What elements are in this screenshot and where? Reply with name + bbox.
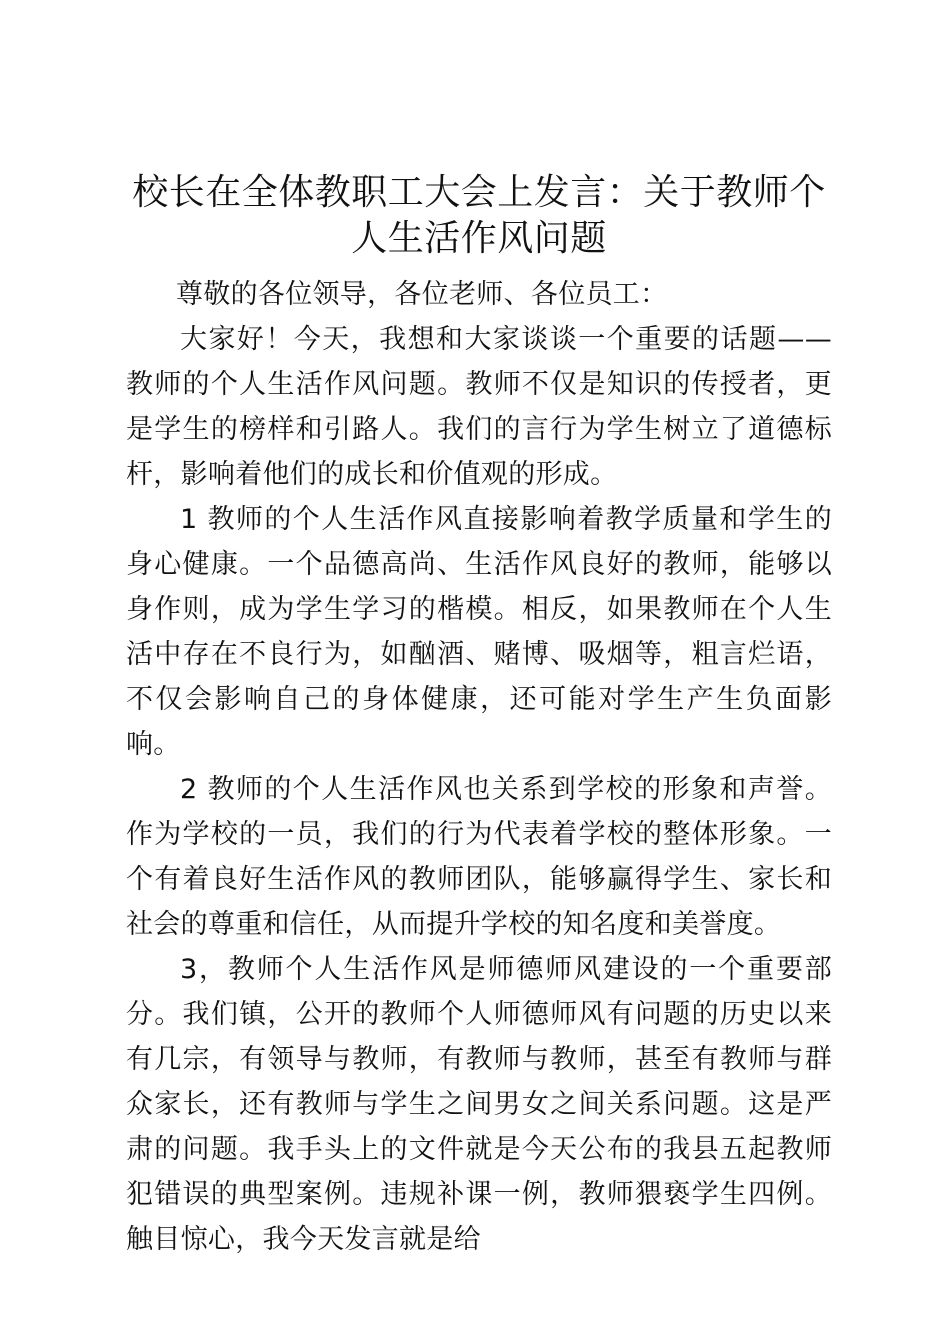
document-page <box>126 170 832 1262</box>
document-body <box>126 272 832 1262</box>
paragraph-greeting: 大家好！今天，我想和大家谈谈一个重要的话题——教师的个人生活作风问题。教师不仅是知识的传授者，更是学生的榜样和引路人。我们的言行为学生树立了道德标杆，影响着他们的成长和价值观的形成。 <box>126 324 832 490</box>
salutation: 尊敬的各位领导，各位老师、各位员工： <box>176 279 668 310</box>
paragraph-point-2: 2 教师的个人生活作风也关系到学校的形象和声誉。作为学校的一员，我们的行为代表着学校的整体形象。一个有着良好生活作风的教师团队，能够赢得学生、家长和社会的尊重和信任，从而提升学校的知名度和美誉度。 <box>126 774 832 940</box>
document-title: 校长在全体教职工大会上发言：关于教师个人生活作风问题 <box>132 172 826 259</box>
paragraph-point-1: 1 教师的个人生活作风直接影响着教学质量和学生的身心健康。一个品德高尚、生活作风良好的教师，能够以身作则，成为学生学习的楷模。相反，如果教师在个人生活中存在不良行为，如酗酒、赌博、吸烟等，粗言烂语，不仅会影响自己的身体健康，还可能对学生产生负面影响。 <box>126 504 832 760</box>
paragraph-point-3: 3，教师个人生活作风是师德师风建设的一个重要部分。我们镇，公开的教师个人师德师风有问题的历史以来有几宗，有领导与教师，有教师与教师，甚至有教师与群众家长，还有教师与学生之间男女之间关系问题。这是严肃的问题。我手头上的文件就是今天公布的我县五起教师犯错误的典型案例。违规补课一例，教师猥亵学生四例。触目惊心，我今天发言就是给 <box>126 954 832 1255</box>
